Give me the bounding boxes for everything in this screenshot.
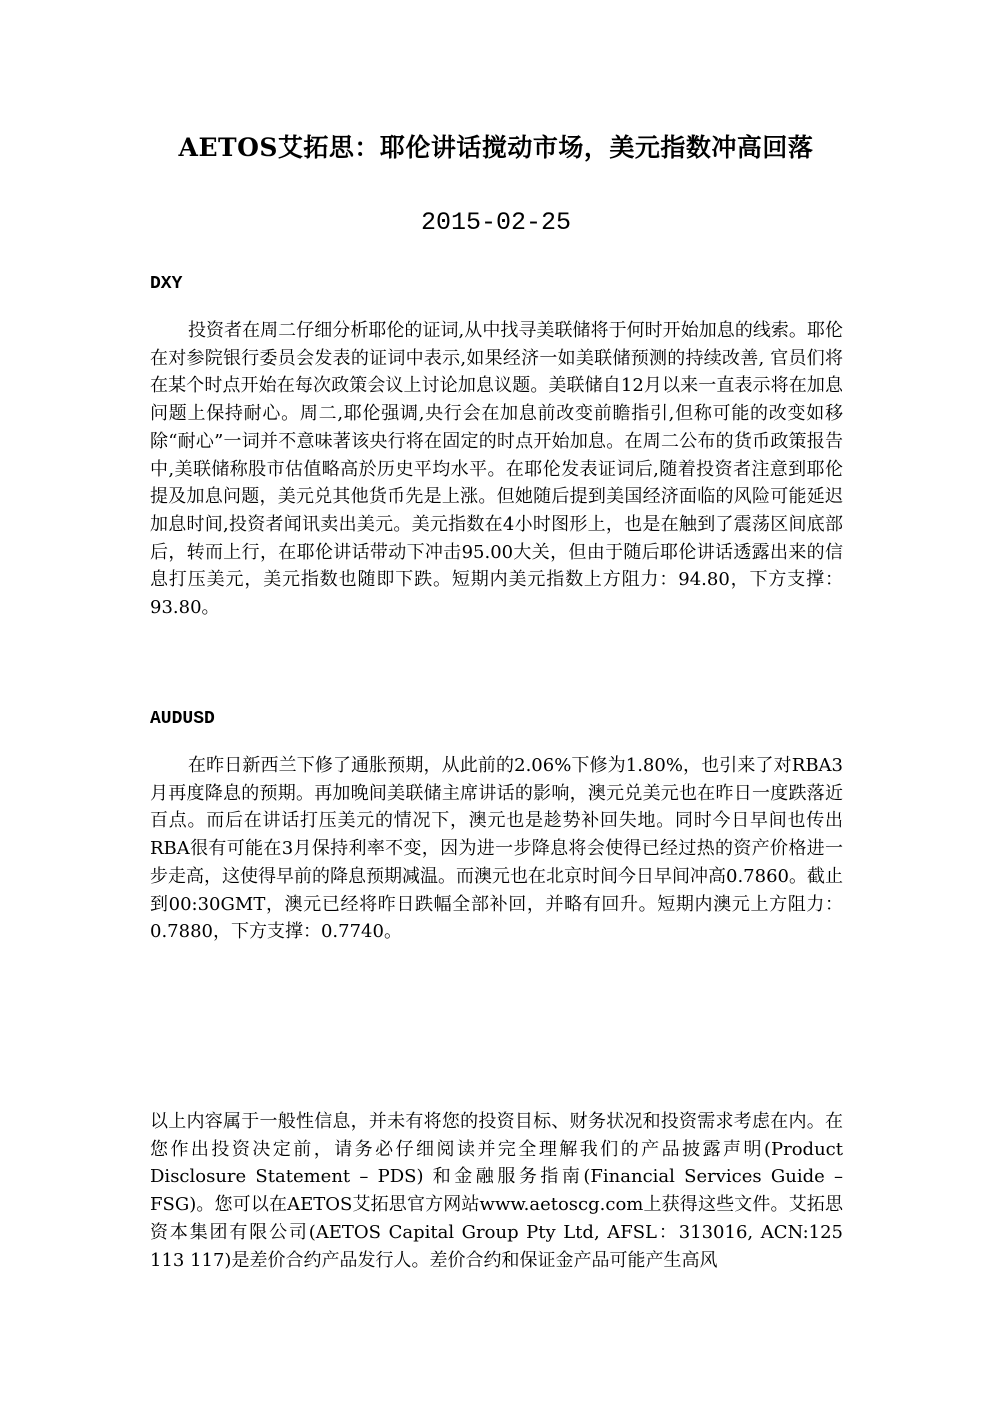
document-date: 2015-02-25 xyxy=(420,208,572,237)
document-title: AETOS艾拓思：耶伦讲话搅动市场，美元指数冲高回落 xyxy=(178,133,814,162)
section-heading-audusd: AUDUSD xyxy=(150,709,215,729)
section-body-dxy: 投资者在周二仔细分析耶伦的证词,从中找寻美联储将于何时开始加息的线索。耶伦在对参院银行委员会发表的证词中表示,如果经济一如美联储预测的持续改善, 官员们将在某个时点开始在每次政策会议上讨论加息议题。美联储自12月以来一直表示将在加息问题上保持耐心。周二,耶伦强调,央行会在加息前改变前瞻指引,但称可能的改变如移除“耐心”一词并不意味著该央行将在固定的时点开始加息。在周二公布的货币政策报告中,美联储称股市估值略高於历史平均水平。在耶伦发表证词后,随着投资者注意到耶伦提及加息问题，美元兑其他货币先是上涨。但她随后提到美国经济面临的风险可能延迟加息时间,投资者闻讯卖出美元。美元指数在4小时图形上，也是在触到了震荡区间底部后，转而上行，在耶伦讲话带动下冲击95.00大关，但由于随后耶伦讲话透露出来的信息打压美元，美元指数也随即下跌。短期内美元指数上方阻力：94.80，下方支撑：93.80。 xyxy=(150,320,843,619)
section-body-audusd: 在昨日新西兰下修了通胀预期，从此前的2.06%下修为1.80%，也引来了对RBA3月再度降息的预期。再加晚间美联储主席讲话的影响，澳元兑美元也在昨日一度跌落近百点。而后在讲话打压美元的情况下，澳元也是趁势补回失地。同时今日早间也传出RBA很有可能在3月保持利率不变，因为进一步降息将会使得已经过热的资产价格进一步走高，这使得早前的降息预期减温。而澳元也在北京时间今日早间冲高0.7860。截止到00:30GMT，澳元已经将昨日跌幅全部补回，并略有回升。短期内澳元上方阻力：0.7880，下方支撑：0.7740。 xyxy=(150,755,843,943)
disclaimer-text: 以上内容属于一般性信息，并未有将您的投资目标、财务状况和投资需求考虑在内。在您作出投资决定前，请务必仔细阅读并完全理解我们的产品披露声明(Product Disclosure Statement – PDS) 和金融服务指南(Financial Services Guide – FSG)。您可以在AETOS艾拓思官方网站www.aetoscg.com上获得这些文件。艾拓思资本集团有限公司(AETOS Capital Group Pty Ltd, AFSL：313016, ACN:125 113 117)是差价合约产品发行人。差价合约和保证金产品可能产生高风 xyxy=(150,1111,843,1271)
section-heading-dxy: DXY xyxy=(150,274,183,294)
